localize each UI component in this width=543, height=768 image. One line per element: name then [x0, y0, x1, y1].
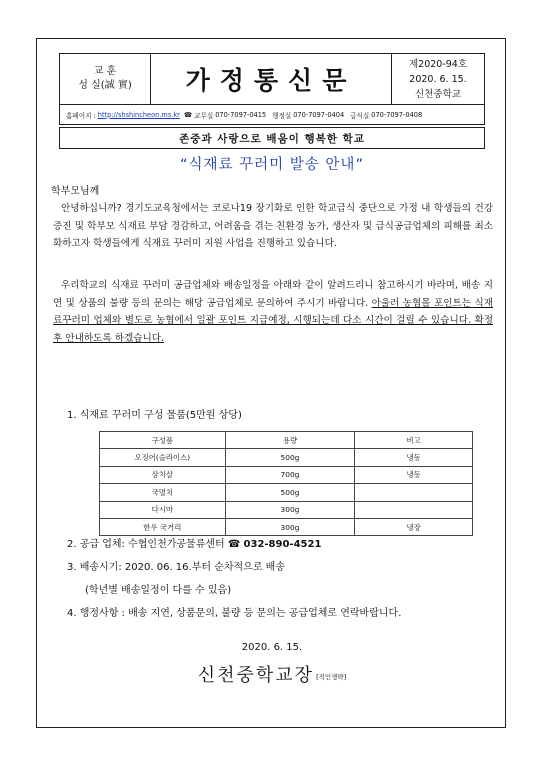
table-cell [355, 501, 473, 518]
notice-date: 2020. 6. 15. [241, 642, 303, 653]
issue-info [392, 54, 484, 104]
notice-heading: “식재료 꾸러미 발송 안내” [180, 157, 364, 173]
table-cell: 300g [225, 501, 355, 518]
table-header: 구성품 [100, 432, 226, 449]
issue-number: 제2020-94호 [408, 58, 468, 70]
item-4: 4. 행정사항 : 배송 지연, 상품문의, 불량 등 문의는 공급업체로 연락바랍니다. [67, 608, 402, 619]
contact-bar [59, 105, 485, 125]
supplier-text: 2. 공급 업체: 수협인천가공물류센터 [67, 539, 225, 550]
signer-name: 신천중학교장 [197, 665, 315, 686]
package-table [99, 431, 473, 536]
office-label: 교무실 [194, 111, 214, 120]
table-cell: 500g [225, 449, 355, 466]
admin-phone: 070-7097-0404 [293, 110, 345, 119]
issue-date: 2020. 6. 15. [409, 73, 467, 85]
table-header-row [100, 432, 473, 449]
paragraph-details-underlined: 아울러 농협몰 포인트는 식재료꾸러미 업체와 별도로 농협에서 일괄 포인트 지급예정, 시행되는데 다소 시간이 걸릴 수 있습니다. 확정 후 안내하도록 하겠습니다. [53, 297, 493, 344]
item-3: 3. 배송시기: 2020. 06. 16.부터 순차적으로 배송 [67, 562, 285, 573]
seal-note: [직인생략] [316, 673, 347, 681]
school-motto [60, 54, 151, 104]
homepage-link[interactable]: http://shshincheon.ms.kr [97, 110, 180, 119]
signature-line [37, 661, 507, 687]
table-cell: 700g [225, 466, 355, 483]
newsletter-title: 가정통신문 [151, 54, 392, 104]
school-slogan: 존중과 사랑으로 배움이 행복한 학교 [59, 127, 485, 149]
phone-icon: ☎ [183, 110, 193, 119]
paragraph-details [53, 277, 493, 347]
paragraph-intro: 안녕하십니까? 경기도교육청에서는 코로나19 장기화로 인한 학교급식 중단으로 가정 내 학생들의 건강증진 및 학부모 식재료 부담 경감하고, 어려움을 겪는 친환경 농가, 생산자 및 급식공급업체의 피해를 최소화하고자 학생들에게 식재료 꾸러미 지원 사업을 진행하고 있습니다. [53, 203, 493, 250]
item-2 [67, 535, 321, 550]
issue-school: 신천중학교 [415, 88, 461, 100]
table-row [100, 501, 473, 518]
table-cell: 국멸치 [100, 484, 226, 501]
homepage-label: 홈페이지 : [66, 111, 96, 120]
table-cell: 한우 국거리 [100, 518, 226, 535]
masthead [59, 53, 485, 149]
table-header: 비고 [355, 432, 473, 449]
table-cell: 냉동 [355, 466, 473, 483]
item-1: 1. 식재료 꾸러미 구성 물품(5만원 상당) [67, 410, 242, 421]
table-row [100, 518, 473, 535]
motto-label: 교 훈 [93, 66, 117, 77]
table-row [100, 466, 473, 483]
table-cell: 냉장 [355, 518, 473, 535]
motto-text: 성 실(誠 實) [78, 80, 132, 91]
meal-phone: 070-7097-0408 [371, 110, 423, 119]
item-3-note: (학년별 배송일정이 다를 수 있음) [85, 585, 232, 596]
admin-label: 행정실 [272, 111, 292, 120]
salutation: 학부모님께 [51, 186, 100, 197]
table-row [100, 449, 473, 466]
paragraph-details-text: 우리학교의 식재료 꾸러미 공급업체와 배송일정을 아래와 같이 알려드리니 참고하시기 바라며, 배송 지연 및 상품의 불량 등의 문의는 해당 공급업체로 문의하여 주시기 바랍니다. [53, 280, 493, 309]
supplier-phone: 032-890-4521 [243, 539, 322, 550]
table-cell: 냉동 [355, 449, 473, 466]
phone-icon: ☎ [227, 539, 241, 550]
table-cell: 오징어(슬라이스) [100, 449, 226, 466]
table-cell: 삼치살 [100, 466, 226, 483]
table-cell: 300g [225, 518, 355, 535]
table-cell [355, 484, 473, 501]
table-header: 용량 [225, 432, 355, 449]
table-cell: 500g [225, 484, 355, 501]
table-row [100, 484, 473, 501]
office-phone: 070-7097-0415 [215, 110, 267, 119]
notice-page [36, 38, 506, 728]
masthead-grid [59, 53, 485, 105]
table-cell: 다시마 [100, 501, 226, 518]
meal-label: 급식실 [350, 111, 370, 120]
